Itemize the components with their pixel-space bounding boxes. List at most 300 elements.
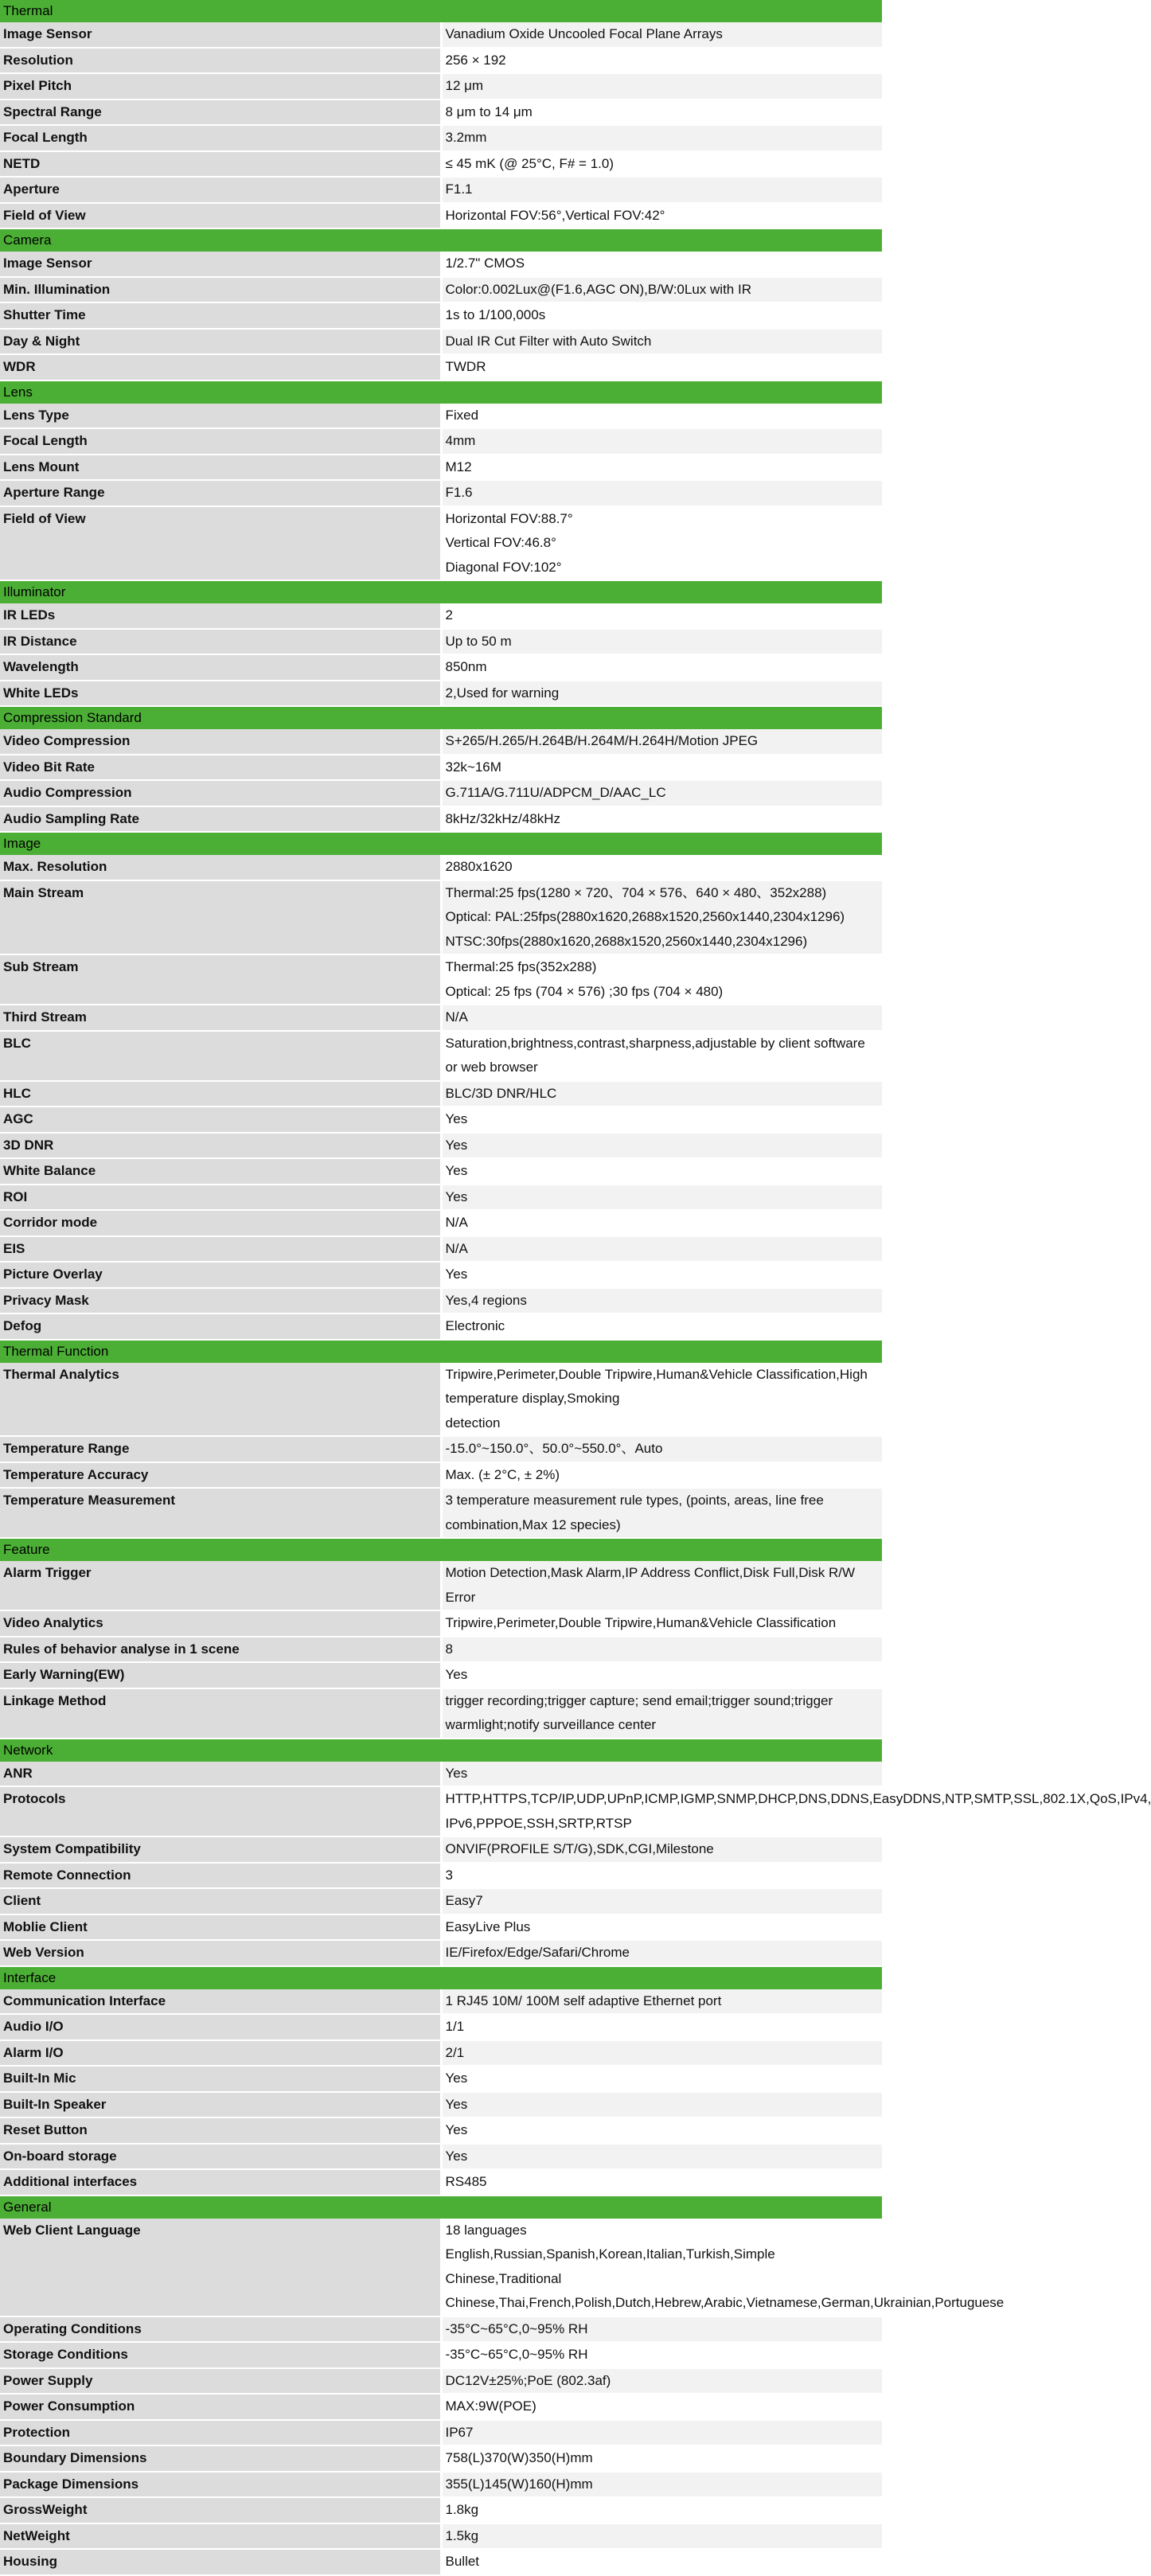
spec-key: Aperture	[0, 177, 441, 203]
section-title: Compression Standard	[0, 706, 882, 729]
spec-row	[0, 2092, 882, 2118]
spec-value-line: 1s to 1/100,000s	[445, 307, 546, 322]
spec-row	[0, 100, 882, 126]
spec-value	[441, 354, 882, 381]
spec-value	[441, 151, 882, 178]
spec-key: AGC	[0, 1107, 441, 1133]
spec-key: Main Stream	[0, 880, 441, 955]
spec-value	[441, 2117, 882, 2144]
spec-value	[441, 1488, 882, 1538]
spec-value	[441, 2014, 882, 2040]
spec-value-line: HTTP,HTTPS,TCP/IP,UDP,UPnP,ICMP,IGMP,SNMP,DHCP,DNS,DDNS,EasyDDNS,NTP,SMTP,SSL,802.1X,QoS,IPv4,	[445, 1791, 1151, 1806]
spec-row	[0, 2472, 882, 2498]
spec-value	[441, 1940, 882, 1966]
spec-value-line: Electronic	[445, 1318, 505, 1333]
spec-value-line: IPv6,PPPOE,SSH,SRTP,RTSP	[445, 1815, 632, 1831]
spec-value-line: BLC/3D DNR/HLC	[445, 1085, 557, 1101]
spec-key: Storage Conditions	[0, 2342, 441, 2368]
spec-key: Client	[0, 1888, 441, 1914]
spec-row	[0, 1688, 882, 1739]
spec-value-line: Saturation,brightness,contrast,sharpness,adjustable by client software or web browser	[445, 1035, 865, 1075]
spec-value	[441, 1662, 882, 1688]
section-header	[0, 1966, 882, 1989]
spec-key: Temperature Accuracy	[0, 1462, 441, 1489]
spec-value	[441, 2040, 882, 2067]
spec-value	[441, 1836, 882, 1863]
spec-value-line: Up to 50 m	[445, 633, 512, 649]
spec-key: Power Supply	[0, 2368, 441, 2395]
spec-value-line: 3	[445, 1867, 453, 1883]
spec-value	[441, 654, 882, 681]
spec-row	[0, 177, 882, 203]
spec-row	[0, 806, 882, 833]
spec-value-line: IP67	[445, 2424, 474, 2440]
spec-value-line: Yes	[445, 2148, 468, 2164]
section-header	[0, 1739, 882, 1762]
spec-key: Linkage Method	[0, 1688, 441, 1739]
spec-value	[441, 2342, 882, 2368]
section-header	[0, 381, 882, 404]
spec-value-line: Diagonal FOV:102°	[445, 559, 562, 575]
spec-value-line: 1.8kg	[445, 2502, 479, 2517]
spec-value	[441, 48, 882, 74]
spec-key: NetWeight	[0, 2523, 441, 2550]
spec-key: Operating Conditions	[0, 2316, 441, 2343]
spec-row	[0, 2497, 882, 2523]
spec-value-line: 32k~16M	[445, 759, 501, 775]
spec-row	[0, 2169, 882, 2195]
spec-value-line: 8 μm to 14 μm	[445, 103, 533, 119]
spec-row	[0, 681, 882, 707]
spec-row	[0, 404, 882, 429]
spec-value	[441, 2169, 882, 2195]
spec-row	[0, 1158, 882, 1185]
spec-key: WDR	[0, 354, 441, 381]
spec-key: HLC	[0, 1081, 441, 1107]
section-header	[0, 1538, 882, 1561]
spec-row	[0, 2040, 882, 2067]
spec-row	[0, 780, 882, 806]
spec-key: Additional interfaces	[0, 2169, 441, 2195]
section-header	[0, 706, 882, 729]
spec-value	[441, 203, 882, 229]
spec-key: Video Compression	[0, 729, 441, 755]
spec-value	[441, 1462, 882, 1489]
spec-row	[0, 2420, 882, 2446]
spec-value	[441, 1637, 882, 1663]
spec-key: Third Stream	[0, 1005, 441, 1031]
spec-key: Image Sensor	[0, 252, 441, 277]
spec-value-line: 4mm	[445, 433, 476, 448]
spec-value	[441, 404, 882, 429]
spec-row	[0, 629, 882, 655]
spec-key: Aperture Range	[0, 480, 441, 506]
spec-value-line: S+265/H.265/H.264B/H.264M/H.264H/Motion JPEG	[445, 733, 759, 748]
spec-value-line: MAX:9W(POE)	[445, 2398, 536, 2414]
spec-value-line: N/A	[445, 1215, 468, 1230]
spec-value	[441, 455, 882, 481]
spec-row	[0, 1488, 882, 1538]
spec-row	[0, 1462, 882, 1489]
spec-key: Day & Night	[0, 329, 441, 355]
spec-key: Moblie Client	[0, 1914, 441, 1941]
spec-value	[441, 252, 882, 277]
spec-value-line: 1/1	[445, 2019, 465, 2034]
spec-value	[441, 2219, 1005, 2316]
spec-row	[0, 1786, 882, 1836]
spec-row	[0, 729, 882, 755]
spec-value-line: 2	[445, 607, 453, 623]
spec-value	[441, 1185, 882, 1211]
spec-value-line: detection	[445, 1415, 501, 1430]
spec-row	[0, 855, 882, 880]
spec-value	[441, 1888, 882, 1914]
spec-value	[441, 1107, 882, 1133]
spec-value-line: 1.5kg	[445, 2527, 479, 2543]
spec-key: Corridor mode	[0, 1210, 441, 1236]
spec-value	[441, 1762, 882, 1787]
spec-row	[0, 603, 882, 629]
spec-row	[0, 125, 882, 151]
spec-value-line: 2/1	[445, 2044, 465, 2060]
spec-row	[0, 2368, 882, 2395]
spec-key: Max. Resolution	[0, 855, 441, 880]
spec-value	[441, 954, 882, 1005]
spec-key: Alarm I/O	[0, 2040, 441, 2067]
spec-value	[441, 277, 882, 303]
spec-value-line: EasyLive Plus	[445, 1918, 531, 1934]
spec-key: Video Analytics	[0, 1610, 441, 1637]
spec-value	[441, 1133, 882, 1159]
spec-row	[0, 1888, 882, 1914]
section-header	[0, 580, 882, 603]
spec-row	[0, 506, 882, 581]
spec-value-line: English,Russian,Spanish,Korean,Italian,Turkish,Simple Chinese,Traditional	[445, 2246, 775, 2286]
spec-value	[441, 2368, 882, 2395]
spec-value	[441, 603, 882, 629]
spec-value-line: RS485	[445, 2174, 487, 2189]
spec-row	[0, 48, 882, 74]
spec-value	[441, 329, 882, 355]
spec-row	[0, 1662, 882, 1688]
spec-row	[0, 1031, 882, 1081]
spec-value-line: -35°C~65°C,0~95% RH	[445, 2320, 588, 2336]
spec-value-line: Color:0.002Lux@(F1.6,AGC ON),B/W:0Lux with IR	[445, 281, 751, 297]
spec-value-line: 1 RJ45 10M/ 100M self adaptive Ethernet port	[445, 1992, 722, 2008]
spec-value	[441, 2472, 882, 2498]
spec-row	[0, 755, 882, 781]
spec-value-line: 850nm	[445, 659, 487, 674]
spec-key: White LEDs	[0, 681, 441, 707]
section-title: Camera	[0, 228, 882, 252]
spec-value-line: G.711A/G.711U/ADPCM_D/AAC_LC	[445, 785, 666, 800]
spec-key: GrossWeight	[0, 2497, 441, 2523]
spec-value-line: Yes	[445, 1137, 468, 1153]
spec-row	[0, 1436, 882, 1462]
spec-key: Audio Sampling Rate	[0, 806, 441, 833]
spec-value	[441, 2497, 882, 2523]
spec-value	[441, 1363, 882, 1437]
spec-row	[0, 1236, 882, 1263]
spec-value	[441, 1031, 882, 1081]
spec-value-line: -35°C~65°C,0~95% RH	[445, 2347, 588, 2362]
spec-key: Power Consumption	[0, 2394, 441, 2420]
spec-value-line: 18 languages	[445, 2222, 527, 2238]
spec-key: Focal Length	[0, 428, 441, 455]
spec-value	[441, 100, 882, 126]
spec-value-line: Easy7	[445, 1893, 483, 1908]
spec-key: EIS	[0, 1236, 441, 1263]
spec-row	[0, 252, 882, 277]
spec-value-line: Yes	[445, 1667, 468, 1682]
spec-row	[0, 455, 882, 481]
spec-key: NETD	[0, 151, 441, 178]
spec-value-line: M12	[445, 459, 472, 474]
spec-key: Housing	[0, 2549, 441, 2575]
spec-value	[441, 1989, 882, 2015]
section-title: Feature	[0, 1538, 882, 1561]
spec-value	[441, 177, 882, 203]
spec-value-line: 256 × 192	[445, 52, 506, 68]
spec-key: Protocols	[0, 1786, 441, 1836]
spec-value-line: ONVIF(PROFILE S/T/G),SDK,CGI,Milestone	[445, 1841, 714, 1856]
spec-key: Web Version	[0, 1940, 441, 1966]
spec-row	[0, 1107, 882, 1133]
section-title: Thermal Function	[0, 1340, 882, 1363]
spec-key: Privacy Mask	[0, 1288, 441, 1314]
spec-row	[0, 151, 882, 178]
spec-value-line: Yes	[445, 1163, 468, 1178]
spec-key: IR LEDs	[0, 603, 441, 629]
spec-row	[0, 22, 882, 48]
spec-key: Resolution	[0, 48, 441, 74]
section-title: Lens	[0, 381, 882, 404]
spec-value	[441, 780, 882, 806]
spec-row	[0, 1210, 882, 1236]
spec-key: Image Sensor	[0, 22, 441, 48]
spec-value	[441, 22, 882, 48]
spec-value	[441, 2092, 882, 2118]
spec-value	[441, 2549, 882, 2575]
spec-value-line: Vanadium Oxide Uncooled Focal Plane Arrays	[445, 26, 723, 41]
spec-value-line: 355(L)145(W)160(H)mm	[445, 2476, 593, 2492]
spec-key: Rules of behavior analyse in 1 scene	[0, 1637, 441, 1663]
spec-row	[0, 277, 882, 303]
section-title: Interface	[0, 1966, 882, 1989]
spec-key: System Compatibility	[0, 1836, 441, 1863]
spec-key: Audio Compression	[0, 780, 441, 806]
spec-row	[0, 1133, 882, 1159]
spec-value-line: Tripwire,Perimeter,Double Tripwire,Human&Vehicle Classification,High temperature display,Smoking	[445, 1366, 868, 1406]
spec-key: Built-In Speaker	[0, 2092, 441, 2118]
spec-value	[441, 1288, 882, 1314]
spec-row	[0, 1762, 882, 1787]
spec-value	[441, 880, 882, 955]
spec-key: Spectral Range	[0, 100, 441, 126]
spec-value	[441, 1005, 882, 1031]
spec-value-line: IE/Firefox/Edge/Safari/Chrome	[445, 1945, 630, 1960]
spec-key: ROI	[0, 1185, 441, 1211]
spec-value	[441, 1210, 882, 1236]
spec-value-line: Optical: PAL:25fps(2880x1620,2688x1520,2560x1440,2304x1296)	[445, 909, 845, 924]
spec-value	[441, 1610, 882, 1637]
spec-key: Pixel Pitch	[0, 73, 441, 100]
spec-value	[441, 1081, 882, 1107]
spec-value	[441, 2420, 882, 2446]
spec-row	[0, 2117, 882, 2144]
spec-row	[0, 1863, 882, 1889]
spec-value	[441, 1158, 882, 1185]
spec-value-line: F1.1	[445, 181, 473, 197]
spec-value-line: Horizontal FOV:56°,Vertical FOV:42°	[445, 207, 665, 223]
spec-row	[0, 2316, 882, 2343]
spec-value	[441, 480, 882, 506]
spec-value	[441, 681, 882, 707]
spec-key: Communication Interface	[0, 1989, 441, 2015]
spec-row	[0, 2445, 882, 2472]
spec-row	[0, 1363, 882, 1437]
spec-key: Built-In Mic	[0, 2066, 441, 2092]
spec-key: Field of View	[0, 506, 441, 581]
spec-row	[0, 2523, 882, 2550]
spec-value-line: 2880x1620	[445, 859, 513, 874]
spec-row	[0, 1081, 882, 1107]
spec-value	[441, 1863, 882, 1889]
spec-key: Protection	[0, 2420, 441, 2446]
spec-value-line: Thermal:25 fps(352x288)	[445, 959, 597, 974]
spec-value-line: Yes	[445, 1111, 468, 1126]
spec-value-line: Yes	[445, 1188, 468, 1204]
spec-value	[441, 1262, 882, 1288]
spec-row	[0, 428, 882, 455]
spec-value-line: Yes	[445, 1267, 468, 1282]
spec-key: Wavelength	[0, 654, 441, 681]
spec-value-line: Yes	[445, 2122, 468, 2137]
section-title: Image	[0, 832, 882, 855]
spec-value-line: Motion Detection,Mask Alarm,IP Address Conflict,Disk Full,Disk R/W Error	[445, 1565, 856, 1605]
spec-key: Temperature Measurement	[0, 1488, 441, 1538]
spec-value-line: NTSC:30fps(2880x1620,2688x1520,2560x1440,2304x1296)	[445, 933, 808, 949]
spec-value	[441, 428, 882, 455]
spec-value	[441, 2394, 882, 2420]
spec-value	[441, 302, 882, 329]
spec-key: Temperature Range	[0, 1436, 441, 1462]
spec-row	[0, 2066, 882, 2092]
spec-row	[0, 1005, 882, 1031]
spec-value-line: trigger recording;trigger capture; send email;trigger sound;trigger warmlight;notify surveillance center	[445, 1692, 833, 1732]
spec-row	[0, 1940, 882, 1966]
spec-value-line: Yes,4 regions	[445, 1292, 527, 1308]
spec-key: Thermal Analytics	[0, 1363, 441, 1437]
spec-value	[441, 1786, 1151, 1836]
spec-row	[0, 1313, 882, 1340]
spec-value	[441, 2066, 882, 2092]
spec-key: ANR	[0, 1762, 441, 1787]
section-header	[0, 1340, 882, 1363]
spec-row	[0, 1610, 882, 1637]
spec-row	[0, 302, 882, 329]
spec-row	[0, 1836, 882, 1863]
spec-value	[441, 125, 882, 151]
spec-key: Boundary Dimensions	[0, 2445, 441, 2472]
spec-value-line: N/A	[445, 1009, 468, 1025]
spec-key: Field of View	[0, 203, 441, 229]
spec-key: Reset Button	[0, 2117, 441, 2144]
spec-row	[0, 2014, 882, 2040]
spec-value	[441, 2445, 882, 2472]
spec-value-line: N/A	[445, 1240, 468, 1256]
spec-row	[0, 1637, 882, 1663]
section-header	[0, 0, 882, 22]
spec-row	[0, 654, 882, 681]
spec-key: Shutter Time	[0, 302, 441, 329]
spec-key: Audio I/O	[0, 2014, 441, 2040]
spec-key: Early Warning(EW)	[0, 1662, 441, 1688]
spec-value-line: Dual IR Cut Filter with Auto Switch	[445, 333, 652, 349]
section-title: Network	[0, 1739, 882, 1762]
spec-row	[0, 1561, 882, 1610]
spec-row	[0, 2394, 882, 2420]
spec-value-line: Vertical FOV:46.8°	[445, 535, 556, 550]
spec-value	[441, 2144, 882, 2170]
spec-row	[0, 2144, 882, 2170]
spec-key: Package Dimensions	[0, 2472, 441, 2498]
spec-value-line: 12 μm	[445, 78, 484, 93]
spec-value	[441, 729, 882, 755]
spec-key: IR Distance	[0, 629, 441, 655]
spec-row	[0, 1262, 882, 1288]
section-header	[0, 832, 882, 855]
spec-value-line: Optical: 25 fps (704 × 576) ;30 fps (704 × 480)	[445, 983, 724, 999]
spec-row	[0, 1288, 882, 1314]
spec-value	[441, 1561, 882, 1610]
section-title: Thermal	[0, 0, 882, 22]
spec-key: Focal Length	[0, 125, 441, 151]
spec-value-line: 3.2mm	[445, 130, 487, 145]
spec-row	[0, 354, 882, 381]
spec-key: White Balance	[0, 1158, 441, 1185]
spec-value-line: Chinese,Thai,French,Polish,Dutch,Hebrew,Arabic,Vietnamese,German,Ukrainian,Portuguese	[445, 2295, 1005, 2310]
spec-value	[441, 855, 882, 880]
spec-value	[441, 755, 882, 781]
spec-key: Video Bit Rate	[0, 755, 441, 781]
spec-key: Remote Connection	[0, 1863, 441, 1889]
spec-row	[0, 2219, 882, 2316]
spec-key: Picture Overlay	[0, 1262, 441, 1288]
spec-value	[441, 506, 882, 581]
spec-value-line: F1.6	[445, 485, 473, 500]
spec-value-line: ≤ 45 mK (@ 25°C, F# = 1.0)	[445, 155, 614, 171]
spec-value	[441, 2316, 882, 2343]
spec-value-line: Horizontal FOV:88.7°	[445, 510, 573, 526]
spec-key: 3D DNR	[0, 1133, 441, 1159]
spec-value-line: 3 temperature measurement rule types, (points, areas, line free combination,Max 12 species)	[445, 1493, 824, 1532]
spec-key: Web Client Language	[0, 2219, 441, 2316]
spec-value-line: Bullet	[445, 2554, 480, 2569]
spec-row	[0, 1989, 882, 2015]
spec-row	[0, 1914, 882, 1941]
spec-value	[441, 1236, 882, 1263]
section-title: General	[0, 2195, 882, 2219]
spec-key: Defog	[0, 1313, 441, 1340]
spec-value-line: Fixed	[445, 407, 479, 423]
spec-value-line: 8	[445, 1641, 453, 1657]
spec-value-line: Yes	[445, 1765, 468, 1781]
spec-value-line: Yes	[445, 2071, 468, 2086]
spec-value	[441, 1313, 882, 1340]
section-header	[0, 2195, 882, 2219]
spec-value-line: DC12V±25%;PoE (802.3af)	[445, 2372, 611, 2388]
